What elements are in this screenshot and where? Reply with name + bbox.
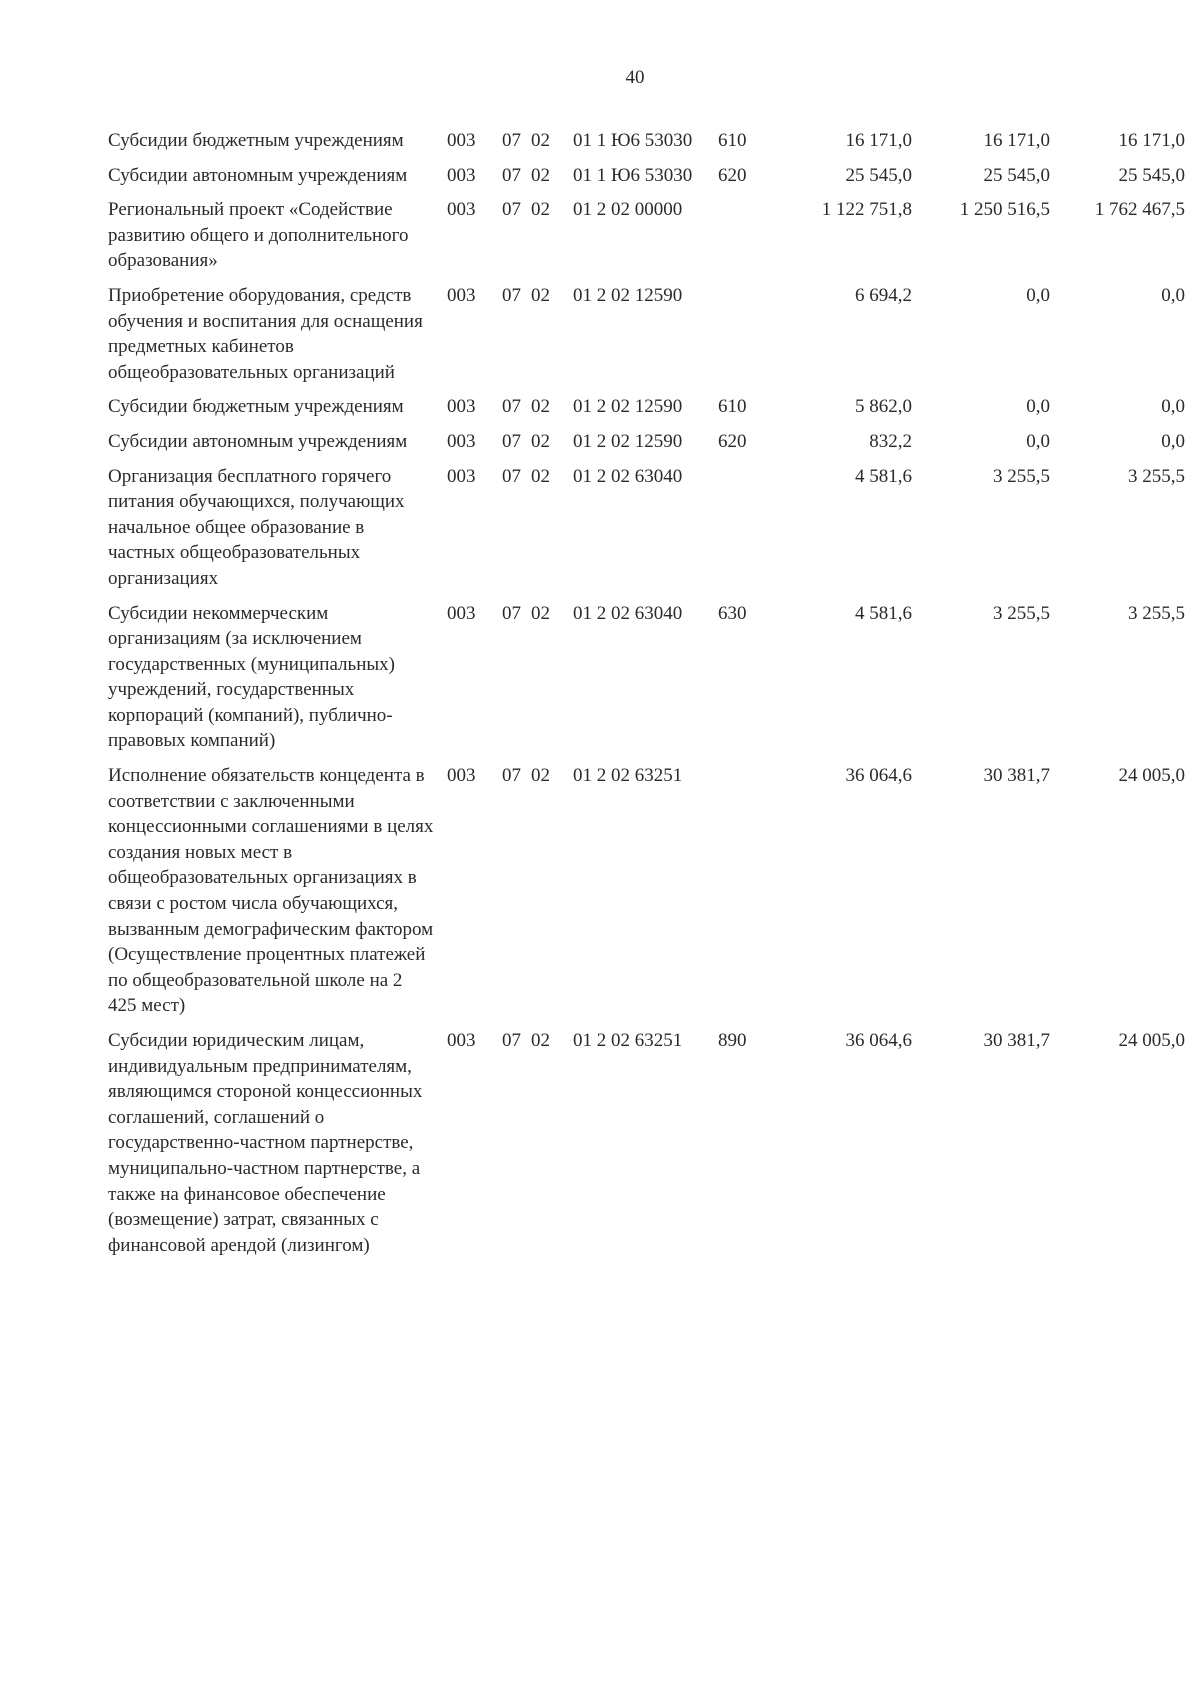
amount-year-1: 1 122 751,8	[821, 199, 912, 221]
expense-type-code: 610	[718, 130, 747, 151]
amount-year-3: 24 005,0	[1118, 1030, 1185, 1051]
amount-year-2: 0,0	[1026, 430, 1050, 452]
section-code: 07	[502, 284, 521, 306]
table-row	[108, 464, 1185, 601]
expense-name: Субсидии некоммерческим организациям (за исключением государственных (муниципальных) учреждений, государственных корпораций (компаний), публично-правовых компаний)	[108, 602, 395, 752]
expense-name-cell	[108, 163, 438, 198]
expense-type-code	[718, 464, 775, 601]
table-body	[108, 128, 1185, 1267]
expense-name: Региональный проект «Содействие развитию общего и дополнительного образования»	[108, 199, 409, 272]
section-code: 07	[502, 430, 521, 452]
table-row	[108, 763, 1185, 1028]
expense-type-code: 630	[718, 602, 747, 624]
administrator-code: 003	[447, 1030, 476, 1051]
subsection-code: 02	[531, 164, 550, 186]
expense-type-code: 610	[718, 396, 747, 418]
target-article-code: 01 2 02 12590	[573, 284, 683, 306]
target-article-code: 01 2 02 63251	[573, 765, 683, 787]
page-number: 40	[625, 67, 645, 88]
expense-name: Приобретение оборудования, средств обучения и воспитания для оснащения предметных кабинетов общеобразовательных организаций	[108, 284, 423, 383]
table-row	[108, 601, 1185, 764]
target-article-code: 01 2 02 63040	[573, 465, 683, 487]
table-row	[108, 394, 1185, 429]
target-article-code: 01 2 02 63040	[573, 602, 683, 624]
expense-name: Субсидии бюджетным учреждениям	[108, 130, 404, 151]
section-code: 07	[502, 1030, 521, 1051]
section-code: 07	[502, 396, 521, 418]
subsection-code: 02	[531, 430, 550, 452]
subsection-code: 02	[531, 396, 550, 418]
amount-year-2: 3 255,5	[993, 465, 1050, 487]
amount-year-3: 3 255,5	[1128, 602, 1185, 624]
amount-year-1: 5 862,0	[855, 396, 912, 418]
amount-year-1: 16 171,0	[845, 130, 912, 151]
amount-year-1: 4 581,6	[855, 465, 912, 487]
expense-type-code: 620	[718, 430, 747, 452]
administrator-code: 003	[447, 765, 476, 787]
table-row	[108, 283, 1185, 394]
administrator-code: 003	[447, 284, 476, 306]
expense-name-cell	[108, 464, 438, 601]
section-code: 07	[502, 765, 521, 787]
table-row	[108, 429, 1185, 464]
subsection-code: 02	[531, 284, 550, 306]
expense-type-code	[718, 763, 775, 1028]
amount-year-2: 30 381,7	[983, 765, 1050, 787]
table-row	[108, 1028, 1185, 1267]
subsection-code: 02	[531, 1030, 550, 1051]
amount-year-3: 0,0	[1161, 396, 1185, 418]
amount-year-1: 25 545,0	[845, 164, 912, 186]
expense-type-code: 620	[718, 164, 747, 186]
expense-name-cell	[108, 763, 438, 1028]
table-row	[108, 197, 1185, 283]
expense-type-code: 890	[718, 1030, 747, 1051]
expense-name-cell	[108, 197, 438, 283]
administrator-code: 003	[447, 396, 476, 418]
amount-year-3: 3 255,5	[1128, 465, 1185, 487]
amount-year-2: 0,0	[1026, 284, 1050, 306]
amount-year-2: 16 171,0	[983, 130, 1050, 151]
expense-name-cell	[108, 394, 438, 429]
expense-name: Субсидии автономным учреждениям	[108, 164, 408, 186]
subsection-code: 02	[531, 199, 550, 221]
section-code: 07	[502, 602, 521, 624]
target-article-code: 01 2 02 00000	[573, 199, 683, 221]
amount-year-2: 30 381,7	[983, 1030, 1050, 1051]
expense-name-cell	[108, 601, 438, 764]
expense-name: Исполнение обязательств концедента в соответствии с заключенными концессионными соглашениями в целях создания новых мест в общеобразовательных организациях в связи с ростом числа обучающихся, вызванным демографическим фактором (Осуществление процентных платежей по общеобразовательной школе на 2 425 мест)	[108, 765, 434, 1017]
expense-name: Субсидии автономным учреждениям	[108, 430, 408, 452]
administrator-code: 003	[447, 430, 476, 452]
amount-year-3: 1 762 467,5	[1094, 199, 1185, 221]
section-code: 07	[502, 130, 521, 151]
amount-year-1: 832,2	[869, 430, 912, 452]
target-article-code: 01 1 Ю6 53030	[573, 130, 693, 151]
target-article-code: 01 2 02 12590	[573, 396, 683, 418]
expense-name-cell	[108, 1028, 438, 1267]
administrator-code: 003	[447, 130, 476, 151]
table-row	[108, 128, 1185, 163]
amount-year-2: 1 250 516,5	[959, 199, 1050, 221]
budget-table	[108, 128, 1185, 1267]
amount-year-3: 25 545,0	[1118, 164, 1185, 186]
section-code: 07	[502, 465, 521, 487]
amount-year-3: 0,0	[1161, 430, 1185, 452]
amount-year-1: 36 064,6	[845, 765, 912, 787]
expense-name: Субсидии юридическим лицам, индивидуальным предпринимателям, являющимся стороной концессионных соглашений, соглашений о государственно-частном партнерстве, муниципально-частном партнерстве, а также на финансовое обеспечение (возмещение) затрат, связанных с финансовой арендой (лизингом)	[108, 1030, 423, 1256]
target-article-code: 01 1 Ю6 53030	[573, 164, 693, 186]
expense-name: Субсидии бюджетным учреждениям	[108, 396, 404, 418]
amount-year-2: 0,0	[1026, 396, 1050, 418]
amount-year-2: 25 545,0	[983, 164, 1050, 186]
section-code: 07	[502, 164, 521, 186]
table-row	[108, 163, 1185, 198]
amount-year-1: 4 581,6	[855, 602, 912, 624]
section-code: 07	[502, 199, 521, 221]
administrator-code: 003	[447, 465, 476, 487]
expense-type-code	[718, 197, 775, 283]
amount-year-1: 6 694,2	[855, 284, 912, 306]
expense-type-code	[718, 283, 775, 394]
expense-name-cell	[108, 128, 438, 163]
subsection-code: 02	[531, 130, 550, 151]
administrator-code: 003	[447, 199, 476, 221]
amount-year-3: 24 005,0	[1118, 765, 1185, 787]
amount-year-3: 0,0	[1161, 284, 1185, 306]
expense-name-cell	[108, 429, 438, 464]
administrator-code: 003	[447, 164, 476, 186]
subsection-code: 02	[531, 465, 550, 487]
expense-name: Организация бесплатного горячего питания обучающихся, получающих начальное общее образование в частных общеобразовательных организациях	[108, 465, 405, 589]
administrator-code: 003	[447, 602, 476, 624]
amount-year-2: 3 255,5	[993, 602, 1050, 624]
subsection-code: 02	[531, 602, 550, 624]
target-article-code: 01 2 02 63251	[573, 1030, 683, 1051]
amount-year-3: 16 171,0	[1118, 130, 1185, 151]
target-article-code: 01 2 02 12590	[573, 430, 683, 452]
expense-name-cell	[108, 283, 438, 394]
amount-year-1: 36 064,6	[845, 1030, 912, 1051]
subsection-code: 02	[531, 765, 550, 787]
